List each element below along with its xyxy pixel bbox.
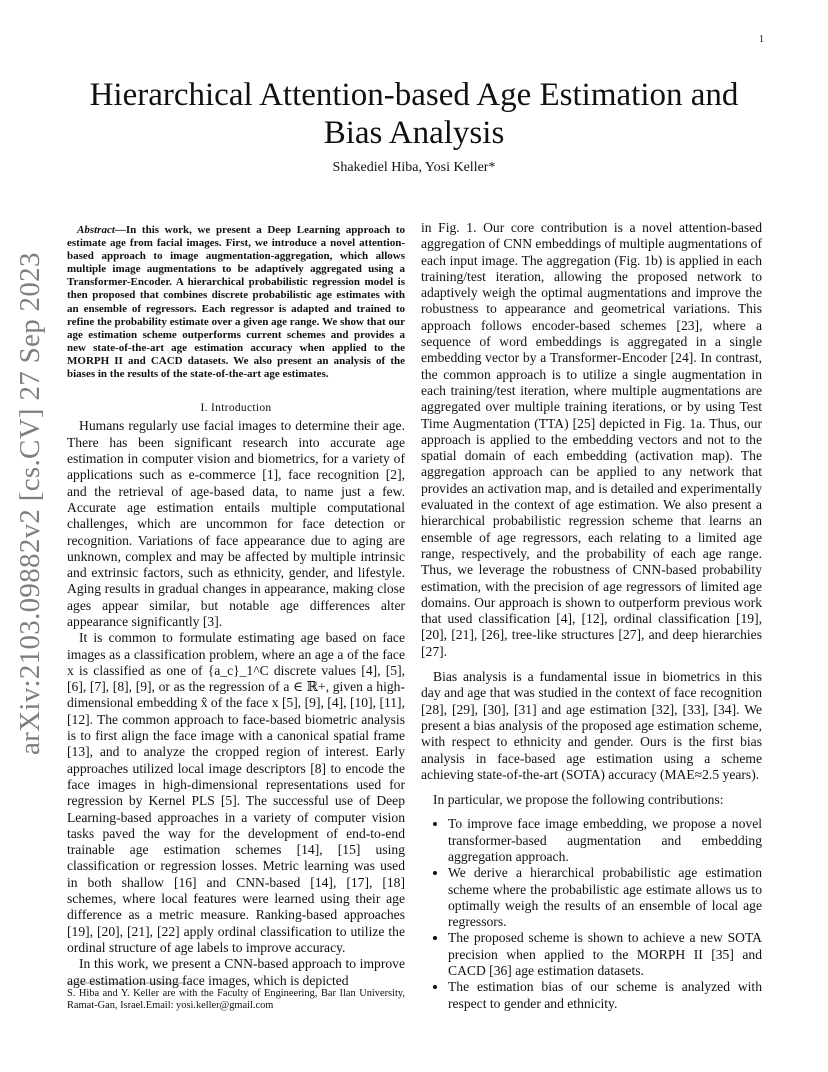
right-paragraph-1: in Fig. 1. Our core contribution is a novel attention-based aggregation of CNN embeddings of multiple augmentations of each input image. The aggregation (Fig. 1b) is applied in each training/test iteration, allowing the proposed network to adaptively weigh the optimal augmentations and improve the robustness to appearance and geometrical variations. This approach follows encoder-based schemes [23], where a sequence of word embeddings is aggregated in a single embedding vector by a Transformer-Encoder [24]. In contrast, the common approach is to utilize a single augmentation in each training/test iteration, where multiple augmentations are aggregated over multiple training iterations, or by using Test Time Augmentation (TTA) [25] depicted in Fig. 1a. Thus, our approach is applied to the embedding vectors and not to the spatial domain of each embedding (activation map). The aggregation approach can be applied to any network that provides an activation map, and is detailed and experimentally evaluated in the context of age estimation. We also present a hierarchical probabilistic regression scheme that learns an ensemble of age regressors, each relating to a limited age range, respectively, and the probability of each age range. Thus, we leverage the robustness of CNN-based probability estimation, with the precision of age regressors of limited age domains. Our approach is shown to outperform previous work that used classification [4], [12], ordinal classification [19], [20], [21], [26], tree-like structures [27], and deep hierarchies [27]. (421, 220, 762, 659)
contribution-item: • The proposed scheme is shown to achieve a new SOTA precision when applied to the MORPH II [35] and CACD [36] age estimation datasets. (448, 930, 762, 979)
contribution-item: • To improve face image embedding, we propose a novel transformer-based augmentation and embedding aggregation approach. (448, 816, 762, 865)
right-paragraph-3: In particular, we propose the following contributions: (433, 792, 724, 808)
abstract (67, 224, 405, 381)
page-number: 1 (759, 34, 764, 45)
abstract-text: —In this work, we present a Deep Learning approach to estimate age from facial images. First, we introduce a novel attention-based approach to image augmentation-aggregation, which allows multiple image augmentations to be adaptively aggregated using a Transformer-Encoder. A hierarchical probabilistic regression model is then proposed that combines discrete probabilistic age estimates with an ensemble of regressors. Each regressor is adapted and trained to refine the probability estimate over a given age range. We show that our age estimation scheme outperforms current schemes and provides a new state-of-the-art age estimation accuracy when applied to the MORPH II and CACD datasets. We also present an analysis of the biases in the results of the state-of-the-art age estimates. (67, 224, 405, 381)
contribution-item: • We derive a hierarchical probabilistic age estimation scheme where the probabilistic age estimate allows us to optimally weigh the results of an ensemble of local age regressors. (448, 865, 762, 930)
footnote-rule (67, 982, 187, 984)
intro-paragraph-2: It is common to formulate estimating age based on face images as a classification problem, where an age a of the face x is classified as one of {a_c}_1^C discrete values [4], [5], [6], [7], [8], [9], or as the regression of a ∈ ℝ+, given a high-dimensional embedding x̂ of the face x [5], [9], [4], [10], [11], [12]. The common approach to face-based biometric analysis is to first align the face image with a canonical spatial frame [13], and to analyze the cropped region of interest. Early approaches utilized local image descriptors [8] to encode the face images in high-dimensional representations used for regression by Kernel PLS [5]. The successful use of Deep Learning-based approaches in a variety of computer vision tasks paved the way for the development of end-to-end trainable age estimation schemes [14], [15] using classification or regression losses. Metric learning was used in both shallow [16] and CNN-based [14], [17], [18] schemes, where local features were learned using their age difference as a metric measure. Ranking-based approaches [19], [20], [21], [22] apply ordinal classification to utilize the ordinal structure of age labels to improve accuracy. (67, 630, 405, 955)
contribution-list (421, 816, 762, 1012)
intro-paragraph-3: In this work, we present a CNN-based approach to improve age estimation using face images, which is depicted (67, 956, 405, 988)
right-paragraph-2: Bias analysis is a fundamental issue in biometrics in this day and age that was studied in the context of face recognition [28], [29], [30], [31] and age estimation [32], [33], [34]. We present a bias analysis of the proposed age estimation scheme, with respect to ethnicity and gender. Ours is the first bias analysis in face-based age estimation using a scheme achieving state-of-the-art (SOTA) accuracy (MAE≈2.5 years). (421, 669, 762, 782)
abstract-label: Abstract (77, 224, 115, 236)
author-list: Shakediel Hiba, Yosi Keller* (332, 160, 496, 175)
section-heading: I. Introduction (200, 402, 272, 415)
footnote: S. Hiba and Y. Keller are with the Faculty of Engineering, Bar Ilan University, Ramat-Gan, Israel.Email: yosi.keller@gmail.com (67, 988, 405, 1012)
contribution-item: • The estimation bias of our scheme is analyzed with respect to gender and ethnicity. (448, 979, 762, 1012)
left-column (67, 224, 405, 989)
arxiv-identifier: arXiv:2103.09882v2 [cs.CV] 27 Sep 2023 (14, 252, 46, 755)
right-column (421, 220, 762, 1012)
intro-paragraph-1: Humans regularly use facial images to determine their age. There has been significant research into accurate age estimation in computer vision and biometrics, for a variety of applications such as e-commerce [1], face recognition [2], and the retrieval of age-based data, to name just a few. Accurate age estimation entails multiple computational challenges, which are uncommon for face detection or recognition. Variations of face appearance due to aging are unknown, complex and may be affected by multiple intrinsic and extrinsic factors, such as ethnicity, gender, and lifestyle. Aging results in gradual changes in appearance, making close ages appear similar, but notable age differences alter appearance significantly [3]. (67, 418, 405, 629)
paper-title: Hierarchical Attention-based Age Estimation and Bias Analysis (89, 77, 739, 151)
